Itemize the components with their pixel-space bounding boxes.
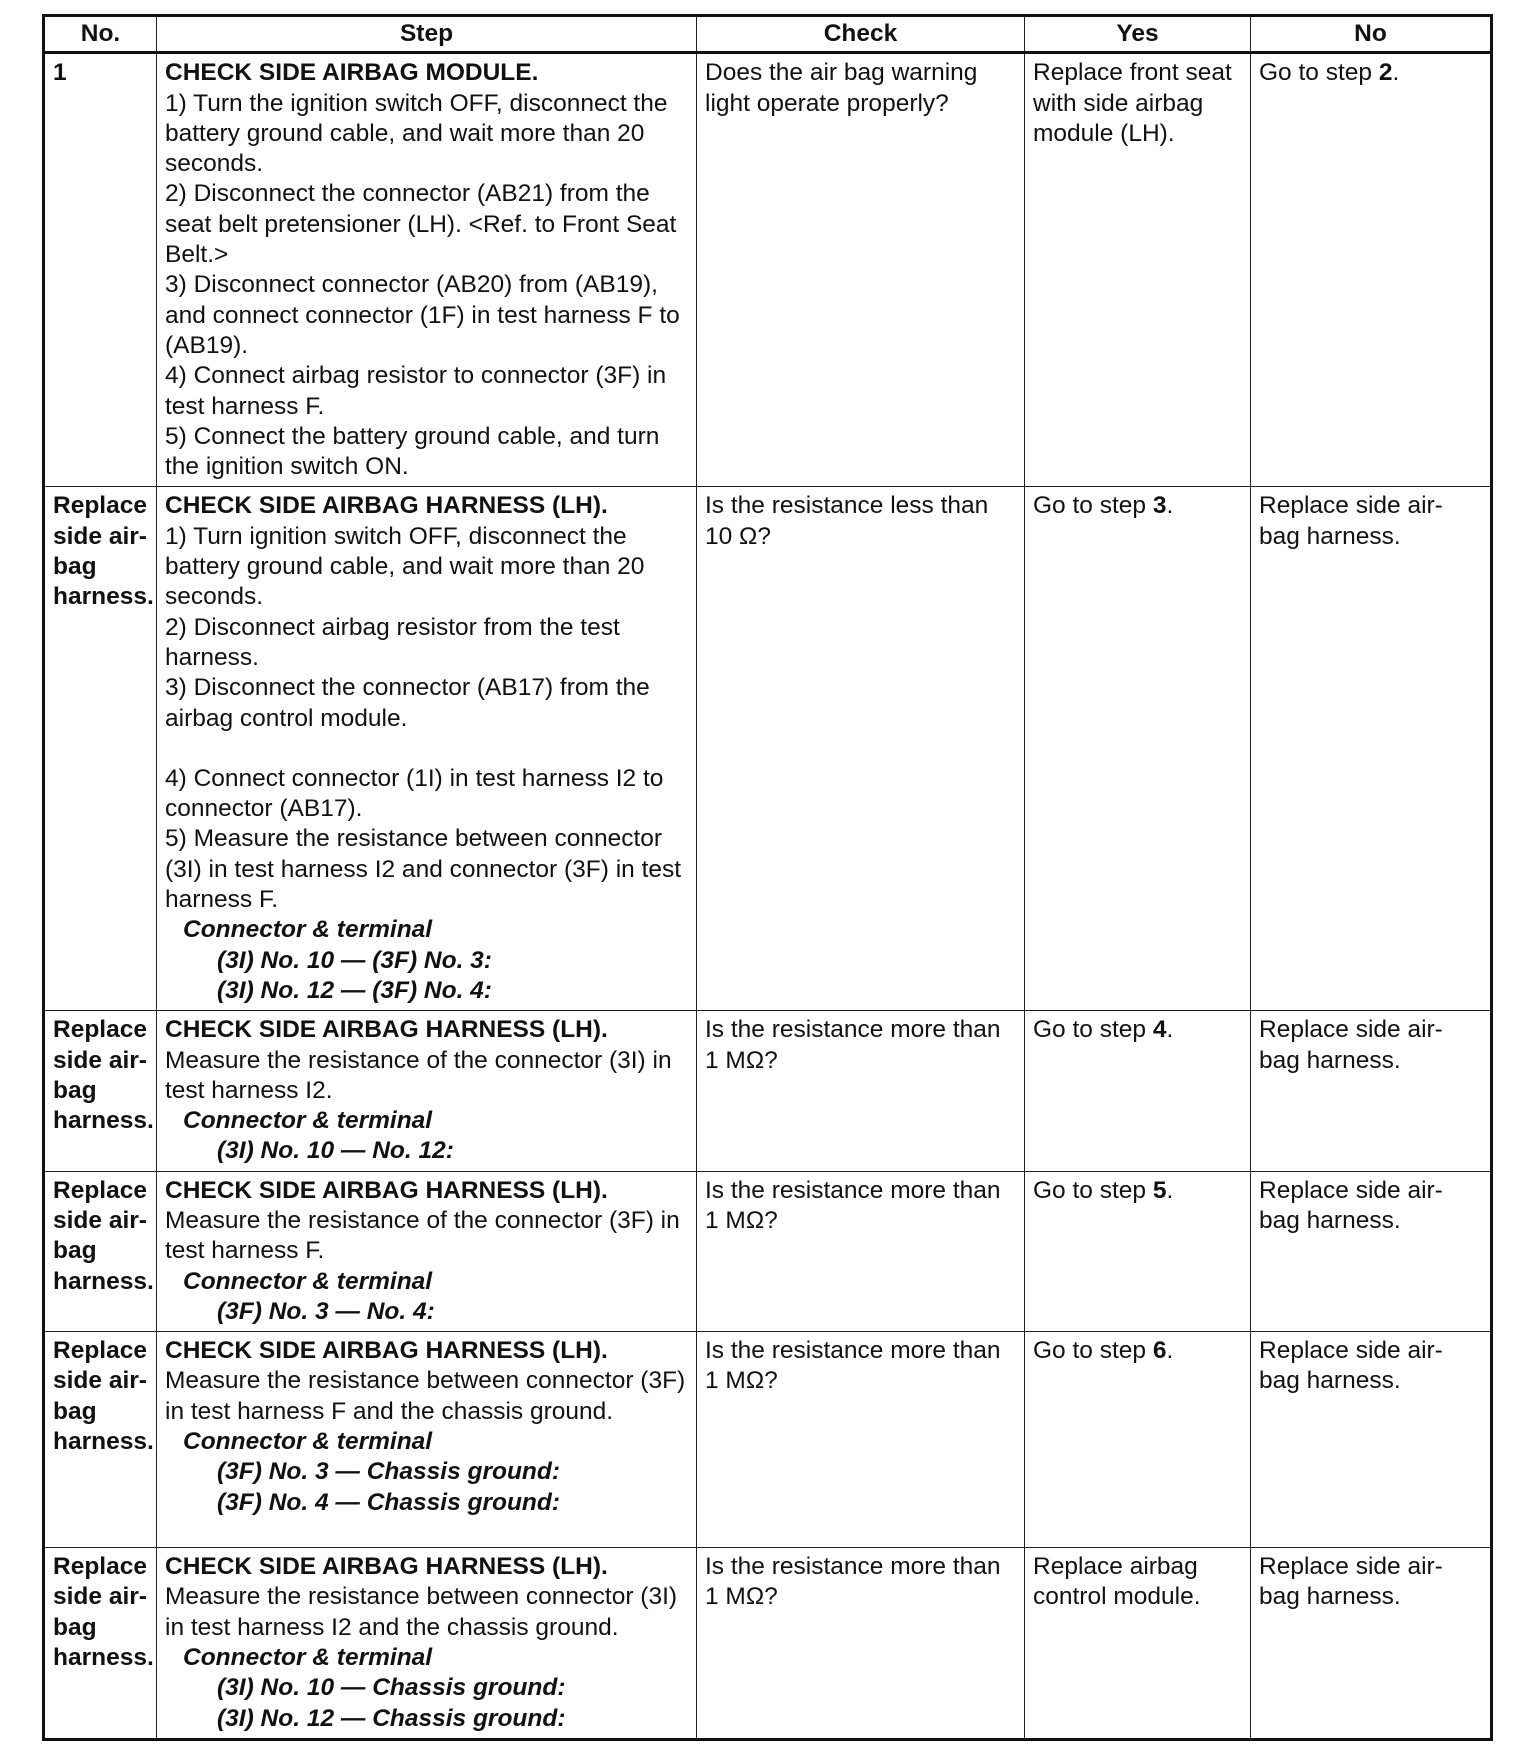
terminal-spec: (3I) No. 10 — No. 12: [217, 1137, 454, 1165]
yes-cell [1025, 1171, 1251, 1331]
no-cell: Replace side air-bag harness. [1251, 1332, 1492, 1548]
step-title: CHECK SIDE AIRBAG MODULE. [165, 59, 539, 87]
step-line: 4) Connect airbag resistor to connector (3F) in test harness F. [165, 362, 667, 420]
header-no: No. [44, 16, 157, 53]
goto-step-number: 4 [1152, 1016, 1167, 1044]
yes-cell: Replace front seat with side airbag module (LH). [1025, 53, 1251, 487]
goto-step-number: 3 [1152, 492, 1167, 520]
no-cell: Replace side air-bag harness. [1251, 1171, 1492, 1331]
yes-text: Go to step [1033, 492, 1153, 520]
step-number: Replace side air-bag harness. [44, 1548, 157, 1740]
connector-terminal-label: Connector & terminal [183, 1644, 433, 1672]
yes-text-suffix: . [1166, 1176, 1174, 1204]
check-cell: Is the resistance more than 1 MΩ? [697, 1332, 1025, 1548]
yes-cell [1025, 1011, 1251, 1171]
step-title: CHECK SIDE AIRBAG HARNESS (LH). [165, 1553, 608, 1581]
no-text-suffix: . [1392, 59, 1400, 87]
step-cell [157, 1171, 697, 1331]
yes-cell: Replace airbag control module. [1025, 1548, 1251, 1740]
header-check: Check [697, 16, 1025, 53]
yes-text: Go to step [1033, 1176, 1153, 1204]
table-row [44, 1548, 1492, 1740]
no-cell [1251, 53, 1492, 487]
step-line: 1) Turn the ignition switch OFF, disconnect the battery ground cable, and wait more than 20 seconds. [165, 89, 668, 178]
header-step: Step [157, 16, 697, 53]
table-row [44, 1171, 1492, 1331]
table-row [44, 487, 1492, 1011]
goto-step-number: 6 [1152, 1337, 1167, 1365]
step-line: Measure the resistance of the connector (3F) in test harness F. [165, 1206, 680, 1265]
step-number: Replace side air-bag harness. [44, 1332, 157, 1548]
step-cell [157, 1332, 697, 1548]
connector-terminal-label: Connector & terminal [183, 1428, 433, 1456]
header-row [44, 16, 1492, 53]
terminal-spec: (3I) No. 12 — Chassis ground: [217, 1704, 566, 1732]
yes-text: Go to step [1033, 1337, 1153, 1365]
check-cell: Is the resistance more than 1 MΩ? [697, 1171, 1025, 1331]
connector-terminal-label: Connector & terminal [183, 916, 433, 944]
step-number: 1 [44, 53, 157, 487]
step-line: 5) Connect the battery ground cable, and turn the ignition switch ON. [165, 422, 660, 481]
table-row [44, 53, 1492, 487]
check-cell: Is the resistance less than 10 Ω? [697, 487, 1025, 1011]
no-cell: Replace side air-bag harness. [1251, 1548, 1492, 1740]
step-line: Measure the resistance between connector (3I) in test harness I2 and the chassis ground. [165, 1583, 678, 1641]
goto-step-number: 2 [1378, 59, 1393, 87]
no-text: Go to step [1259, 59, 1379, 87]
blank-line [165, 734, 688, 764]
yes-cell [1025, 1332, 1251, 1548]
step-line: 2) Disconnect the connector (AB21) from the seat belt pretensioner (LH). <Ref. to Front Seat Belt.> [165, 180, 677, 269]
terminal-spec: (3F) No. 3 — Chassis ground: [217, 1458, 561, 1486]
step-line: 2) Disconnect airbag resistor from the test harness. [165, 613, 620, 671]
yes-text-suffix: . [1166, 1016, 1174, 1044]
step-cell [157, 1548, 697, 1740]
yes-cell [1025, 487, 1251, 1011]
no-cell: Replace side air-bag harness. [1251, 1011, 1492, 1171]
step-line: 1) Turn ignition switch OFF, disconnect the battery ground cable, and wait more than 20 seconds. [165, 522, 645, 611]
step-cell [157, 487, 697, 1011]
step-title: CHECK SIDE AIRBAG HARNESS (LH). [165, 1176, 608, 1204]
goto-step-number: 5 [1152, 1176, 1167, 1204]
terminal-spec: (3I) No. 10 — (3F) No. 3: [217, 946, 492, 974]
table-row [44, 1011, 1492, 1171]
step-title: CHECK SIDE AIRBAG HARNESS (LH). [165, 1337, 608, 1365]
terminal-spec: (3F) No. 3 — No. 4: [217, 1297, 435, 1325]
yes-text-suffix: . [1166, 1337, 1174, 1365]
step-line: 4) Connect connector (1I) in test harness I2 to connector (AB17). [165, 764, 664, 823]
connector-terminal-label: Connector & terminal [183, 1267, 433, 1295]
header-yes: Yes [1025, 16, 1251, 53]
step-cell [157, 53, 697, 487]
step-title: CHECK SIDE AIRBAG HARNESS (LH). [165, 1016, 608, 1044]
check-cell: Does the air bag warning light operate properly? [697, 53, 1025, 487]
step-number: Replace side air-bag harness. [44, 1011, 157, 1171]
step-line: 3) Disconnect the connector (AB17) from the airbag control module. [165, 674, 650, 732]
terminal-spec: (3I) No. 10 — Chassis ground: [217, 1674, 566, 1702]
header-no-result: No [1251, 16, 1492, 53]
step-number: Replace side air-bag harness. [44, 487, 157, 1011]
step-number: Replace side air-bag harness. [44, 1171, 157, 1331]
terminal-spec: (3F) No. 4 — Chassis ground: [217, 1488, 561, 1516]
step-line: 3) Disconnect connector (AB20) from (AB19), and connect connector (1F) in test harness F to (AB19). [165, 271, 680, 359]
yes-text-suffix: . [1166, 492, 1174, 520]
step-cell [157, 1011, 697, 1171]
connector-terminal-label: Connector & terminal [183, 1107, 433, 1135]
check-cell: Is the resistance more than 1 MΩ? [697, 1548, 1025, 1740]
yes-text: Go to step [1033, 1016, 1153, 1044]
terminal-spec: (3I) No. 12 — (3F) No. 4: [217, 976, 492, 1004]
step-line: Measure the resistance of the connector (3I) in test harness I2. [165, 1046, 672, 1104]
table-row [44, 1332, 1492, 1548]
check-cell: Is the resistance more than 1 MΩ? [697, 1011, 1025, 1171]
step-line: Measure the resistance between connector (3F) in test harness F and the chassis ground. [165, 1367, 686, 1425]
no-cell: Replace side air-bag harness. [1251, 487, 1492, 1011]
step-title: CHECK SIDE AIRBAG HARNESS (LH). [165, 492, 608, 520]
diagnosis-table [42, 14, 1493, 1741]
step-line: 5) Measure the resistance between connector (3I) in test harness I2 and connector (3F) in test harness F. [165, 825, 682, 914]
